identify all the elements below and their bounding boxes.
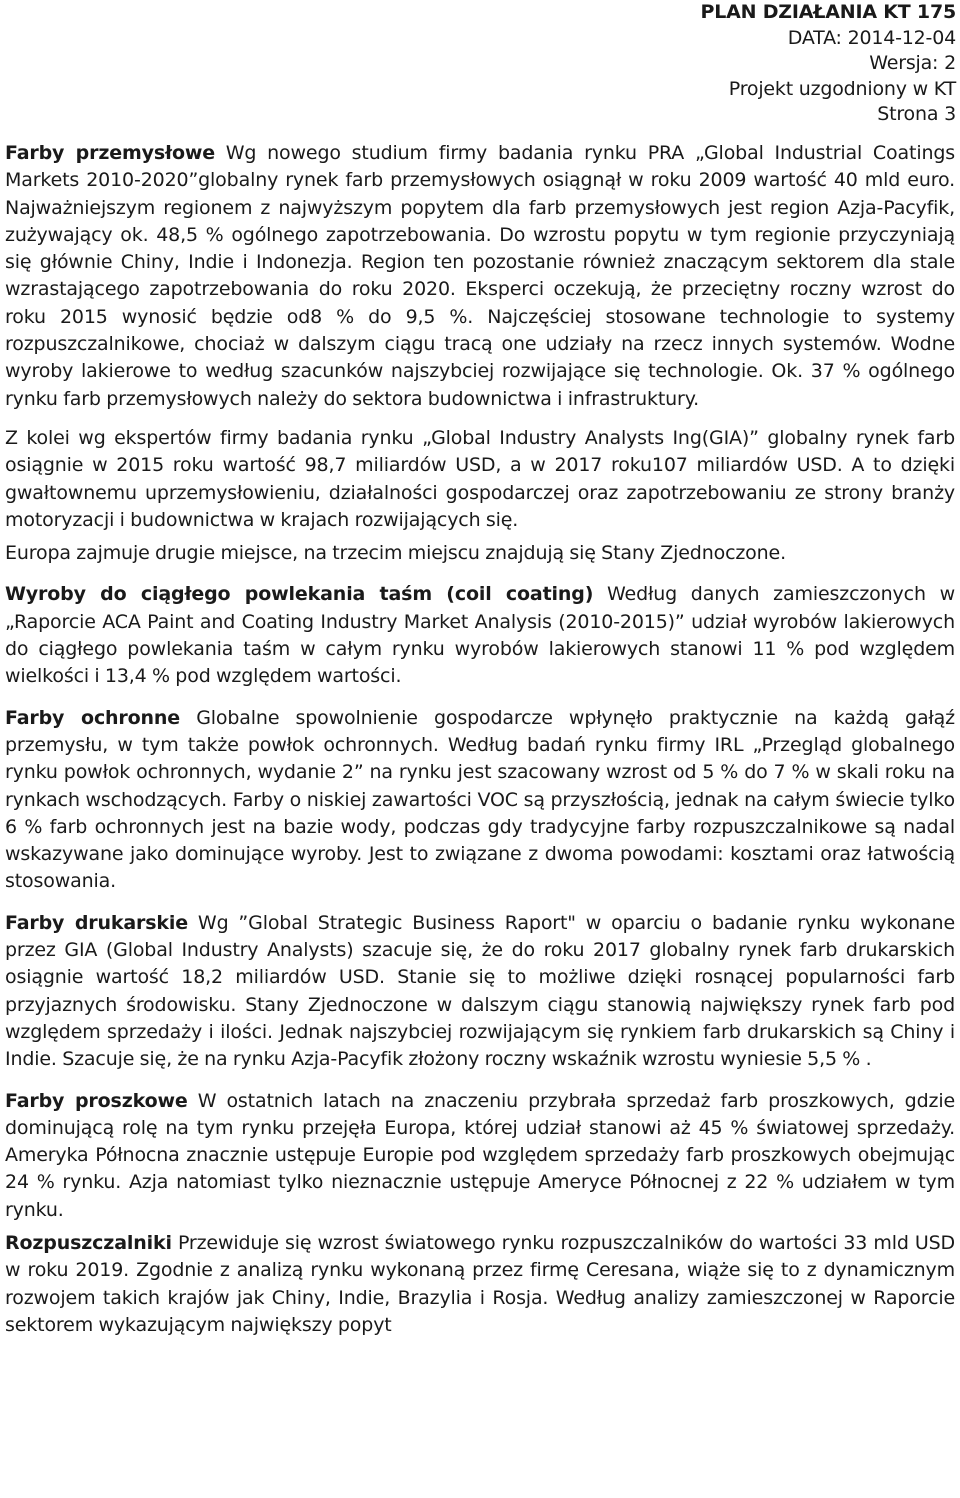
- paragraph-text: Wg ”Global Strategic Business Raport" w oparciu o badanie rynku wykonane przez GIA (Global Industry Analysts) szacuje się, że do roku 2017 globalny rynek farb drukarskich osiągnie wartość 18,2 miliardów USD. Stanie się to możliwe dzięki rosnącej popularności farb przyjaznych środowisku. Stany Zjednoczone w dalszym ciągu stanowią największy rynek farb pod względem sprzedaży i ilości. Jednak najszybciej rozwijającym się rynkiem farb drukarskich są Chiny i Indie. Szacuje się, że na rynku Azja-Pacyfik złożony roczny wskaźnik wzrostu wyniesie 5,5 % .: [5, 911, 955, 1071]
- paragraph-text: Wg nowego studium firmy badania rynku PRA „Global Industrial Coatings Markets 2010-2020”globalny rynek farb przemysłowych osiągnął w roku 2009 wartość 40 mld euro. Najważniejszym regionem z najwyższym popytem dla farb przemysłowych jest region Azja-Pacyfik, zużywający ok. 48,5 % ogólnego zapotrzebowania. Do wzrostu popytu w tym regionie przyczyniają się głównie Chiny, Indie i Indonezja. Region ten pozostanie również znaczącym sektorem dla stale wzrastającego zapotrzebowania do roku 2020. Eksperci oczekują, że przeciętny roczny wzrost do roku 2015 wynosić będzie od8 % do 9,5 %. Najczęściej stosowane technologie to systemy rozpuszczalnikowe, chociaż w dalszym ciągu tracą one udziały na rzecz innych systemów. Wodne wyroby lakierowe to według szacunków najszybciej rozwijające się technologie. Ok. 37 % ogólnego rynku farb przemysłowych należy do sektora budownictwa i infrastruktury.: [5, 142, 955, 410]
- document-status: Projekt uzgodniony w KT: [728, 77, 956, 100]
- document-date: DATA: 2014-12-04: [787, 26, 956, 49]
- paragraph-text: Z kolei wg ekspertów firmy badania rynku „Global Industry Analysts Ing(GIA)” globalny rynek farb osiągnie w 2015 roku wartość 98,7 miliardów USD, a w 2017 roku107 miliardów USD. A to dzięki gwałtownemu uprzemysłowieniu, działalności gospodarczej oraz zapotrzebowaniu ze strony branży motoryzacji i budownictwa w krajach rozwijających się.: [5, 426, 955, 531]
- paragraph-text: Przewiduje się wzrost światowego rynku rozpuszczalników do wartości 33 mld USD w roku 2019. Zgodnie z analizą rynku wykonaną przez firmę Ceresana, wiąże się to z dynamicznym rozwojem takich krajów jak Chiny, Indie, Brazylia i Rosja. Według analizy zamieszczonej w Raporcie sektorem wykazującym największy popyt: [5, 1231, 955, 1336]
- paragraph-gia-forecast: [5, 425, 955, 534]
- paragraph-powder-paints: [5, 1088, 955, 1224]
- document-version: Wersja: 2: [869, 52, 956, 74]
- paragraph-text: Europa zajmuje drugie miejsce, na trzecim miejscu znajdują się Stany Zjednoczone.: [5, 542, 786, 565]
- paragraph-text: W ostatnich latach na znaczeniu przybrała sprzedaż farb proszkowych, gdzie dominującą rolę na tym rynku przejęła Europa, której udział stanowi aż 45 % światowej sprzedaży. Ameryka Północna znacznie ustępuje Europie pod względem sprzedaży farb proszkowych obejmując 24 % rynku. Azja natomiast tylko nieznacznie ustępuje Ameryce Północnej z 22 % udziałem w tym rynku.: [5, 1089, 955, 1221]
- paragraph-industrial-paints: [5, 140, 955, 413]
- paragraph-europe: [5, 540, 955, 567]
- section-heading-printing-inks: Farby drukarskie: [5, 911, 188, 934]
- plan-title: PLAN DZIAŁANIA KT 175: [700, 1, 956, 23]
- section-heading-powder-paints: Farby proszkowe: [5, 1089, 188, 1112]
- paragraph-solvents: [5, 1230, 955, 1339]
- paragraph-coil-coating: [5, 581, 955, 690]
- paragraph-text: Według danych zamieszczonych w „Raporcie ACA Paint and Coating Industry Market Analysis (2010-2015)” udział wyrobów lakierowych do ciągłego powlekania taśm w całym rynku wyrobów lakierowych stanowi 11 % pod względem wielkości i 13,4 % pod względem wartości.: [5, 583, 955, 688]
- section-heading-solvents: Rozpuszczalniki: [5, 1231, 172, 1254]
- section-heading-industrial-paints: Farby przemysłowe: [5, 142, 215, 164]
- section-heading-coil-coating: Wyroby do ciągłego powlekania taśm (coil coating): [5, 583, 594, 606]
- section-heading-protective-paints: Farby ochronne: [5, 706, 181, 729]
- page-number: Strona 3: [877, 103, 956, 125]
- paragraph-printing-inks: [5, 910, 955, 1074]
- paragraph-protective-paints: [5, 705, 955, 896]
- document-body: [5, 140, 955, 1339]
- paragraph-text: Globalne spowolnienie gospodarcze wpłynęło praktycznie na każdą gałąź przemysłu, w tym także powłok ochronnych. Według badań rynku firmy IRL „Przegląd globalnego rynku powłok ochronnych, wydanie 2” na rynku jest szacowany wzrost od 5 % do 7 % w skali roku na rynkach wschodzących. Farby o niskiej zawartości VOC są przyszłością, jednak na całym świecie tylko 6 % farb ochronnych jest na bazie wody, podczas gdy tradycyjne farby rozpuszczalnikowe są nadal wskazywane jako dominujące wyroby. Jest to związane z dwoma powodami: kosztami oraz łatwością stosowania.: [5, 706, 955, 893]
- document-header: [356, 0, 956, 128]
